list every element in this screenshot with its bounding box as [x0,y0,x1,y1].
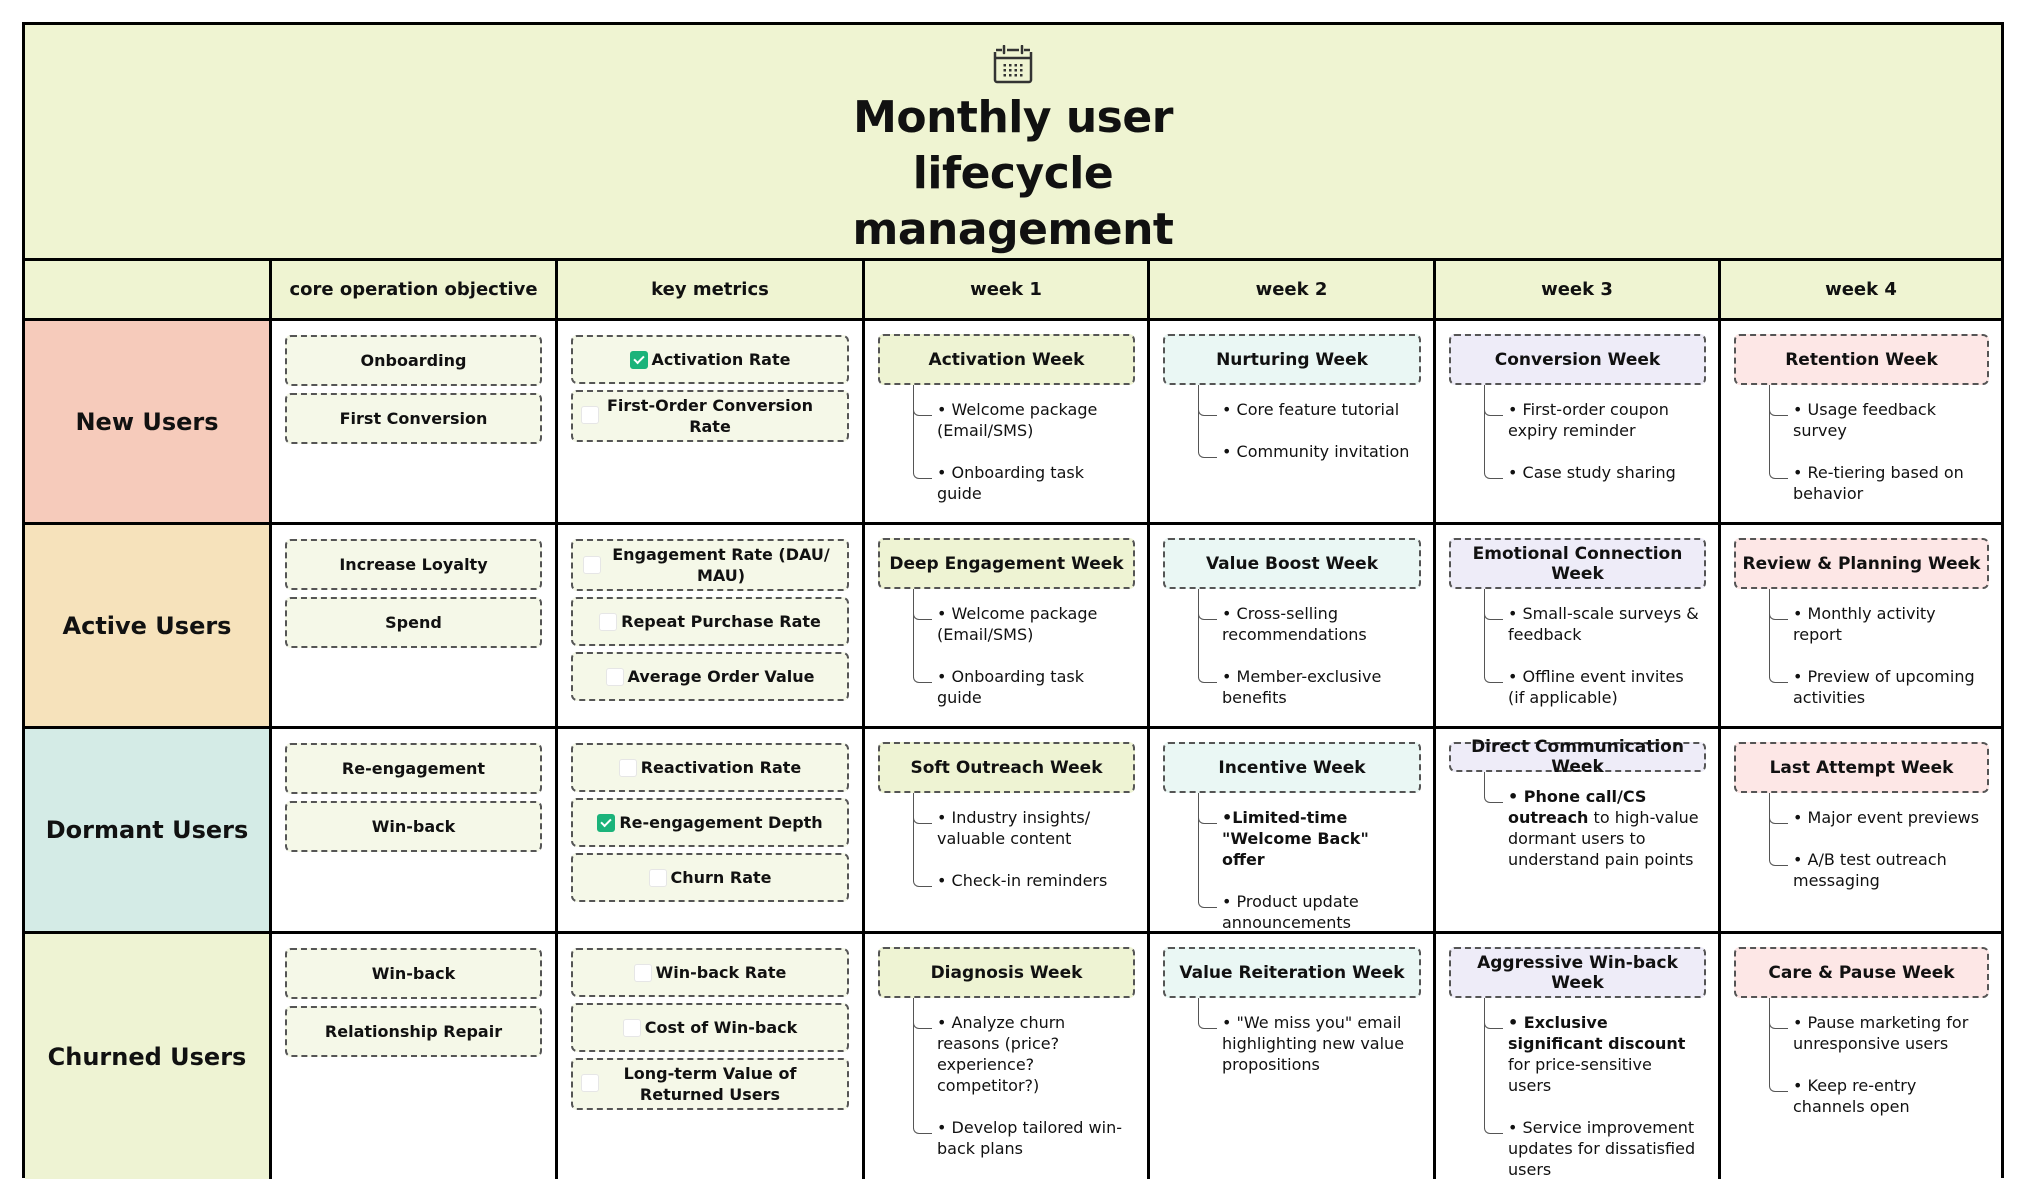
connector-line [1198,385,1199,451]
action-item-text: for price-sensitive users [1508,1055,1652,1095]
action-item: • First-order coupon expiry reminder [1508,399,1706,441]
action-item: • Onboarding task guide [937,666,1135,708]
metric-label: Cost of Win-back [644,1018,798,1037]
action-list [1484,589,1706,708]
row-label-new-users [25,321,272,525]
connector-line [1769,385,1770,472]
week-cell-4 [1721,321,2001,525]
action-list [1484,998,1706,1180]
lifecycle-board [22,22,2004,1178]
checkbox-unchecked[interactable] [649,869,667,887]
action-item: • Major event previews [1793,807,1989,828]
objective-tag: Win-back [285,801,542,852]
connector-line [1198,793,1199,901]
action-item: • Member-exclusive benefits [1222,666,1421,708]
metric-label: Engagement Rate (DAU/ MAU) [612,545,830,585]
week-cell-3 [1436,525,1721,729]
week-theme-value-boost-week: Value Boost Week [1163,538,1421,589]
column-header-week-1: week 1 [865,261,1150,321]
connector-line [1769,998,1770,1085]
row-label-active-users [25,525,272,729]
week-theme-soft-outreach-week: Soft Outreach Week [878,742,1135,793]
checkbox-unchecked[interactable] [583,556,601,574]
metric-label: Activation Rate [651,350,791,369]
checkbox-unchecked[interactable] [581,1074,599,1092]
objective-tag: Re-engagement [285,743,542,794]
action-item [1508,1117,1706,1180]
connector-line [913,793,914,880]
metric-label: Re-engagement Depth [619,813,823,832]
objectives-cell [272,321,558,525]
week-cell-2 [1150,525,1436,729]
action-item-emphasis: • Phone call/CS outreach [1508,787,1647,827]
action-item: • Re-tiering based on behavior [1793,462,1989,504]
action-list [1769,998,1989,1117]
metric-label: Win-back Rate [655,963,787,982]
week-theme-last-attempt-week: Last Attempt Week [1734,742,1989,793]
metric-item[interactable] [571,652,849,701]
objective-tag: Win-back [285,948,542,999]
objective-tag: Relationship Repair [285,1006,542,1057]
checkbox-checked[interactable] [597,814,615,832]
action-item: • A/B test outreach messaging [1793,849,1989,891]
action-item: • Monthly activity report [1793,603,1989,645]
row-label-text: Dormant Users [45,816,249,844]
action-list [1198,589,1421,708]
action-item: • Core feature tutorial [1222,399,1421,420]
metric-label: First-Order Conversion Rate [606,396,814,436]
title-block [25,25,2001,261]
metrics-cell [558,729,865,934]
action-item: • "We miss you" email highlighting new value propositions [1222,1012,1421,1075]
connector-line [1769,589,1770,676]
metric-item[interactable] [571,798,849,847]
action-list [913,998,1135,1159]
action-item-emphasis: • Exclusive significant discount [1508,1013,1686,1053]
action-list [1769,385,1989,504]
metric-label: Repeat Purchase Rate [621,612,821,631]
metric-item[interactable] [571,743,849,792]
action-item: • Preview of upcoming activities [1793,666,1989,708]
connector-line [1769,793,1770,859]
action-item-text: to high-value dormant users to understand pain points [1508,808,1699,869]
metric-item[interactable] [571,539,849,591]
action-item-text: • Service improvement updates for dissatisfied users [1508,1118,1696,1179]
metric-label: Average Order Value [627,667,815,686]
metric-label: Churn Rate [670,868,772,887]
week-theme-incentive-week: Incentive Week [1163,742,1421,793]
row-label-churned-users [25,934,272,1179]
week-theme-value-reiteration-week: Value Reiteration Week [1163,947,1421,998]
objective-tag: First Conversion [285,393,542,444]
lifecycle-table [25,261,2001,1179]
week-cell-2 [1150,934,1436,1179]
action-item-emphasis: •Limited-time "Welcome Back" offer [1222,808,1369,869]
objective-tag: Onboarding [285,335,542,386]
checkbox-unchecked[interactable] [581,406,599,424]
action-item: • Welcome package (Email/SMS) [937,603,1135,645]
checkbox-unchecked[interactable] [619,759,637,777]
week-cell-4 [1721,729,2001,934]
week-theme-direct-communication-week: Direct Communication Week [1449,742,1706,772]
column-header-week-3: week 3 [1436,261,1721,321]
connector-line [1484,589,1485,676]
column-header-week-4: week 4 [1721,261,2001,321]
checkbox-unchecked[interactable] [634,964,652,982]
action-item: • Check-in reminders [937,870,1135,891]
metric-item[interactable] [571,390,849,442]
action-item [1222,807,1421,870]
action-item: • Offline event invites (if applicable) [1508,666,1706,708]
objectives-cell [272,525,558,729]
week-theme-activation-week: Activation Week [878,334,1135,385]
metric-item[interactable] [571,948,849,997]
week-theme-emotional-connection-week: Emotional Connection Week [1449,538,1706,589]
connector-line [1484,385,1485,472]
column-header-core-operation-objective: core operation objective [272,261,558,321]
action-list [913,793,1135,891]
week-cell-3 [1436,934,1721,1179]
week-theme-review-planning-week: Review & Planning Week [1734,538,1989,589]
week-cell-2 [1150,321,1436,525]
action-item: • Pause marketing for unresponsive users [1793,1012,1989,1054]
action-item [1508,1012,1706,1096]
connector-line [913,589,914,676]
checkbox-unchecked[interactable] [606,668,624,686]
connector-line [913,385,914,472]
checkbox-unchecked[interactable] [623,1019,641,1037]
metric-item[interactable] [571,597,849,646]
metric-item[interactable] [571,853,849,902]
objectives-cell [272,729,558,934]
action-item [1222,891,1421,933]
checkbox-checked[interactable] [630,351,648,369]
action-item [1508,786,1706,870]
metrics-cell [558,525,865,729]
metric-item[interactable] [571,335,849,384]
action-list [1769,589,1989,708]
column-header-key-metrics: key metrics [558,261,865,321]
action-list [1484,772,1706,870]
week-cell-3 [1436,321,1721,525]
checkbox-unchecked[interactable] [599,613,617,631]
action-list [1484,385,1706,483]
row-label-text: New Users [75,407,219,436]
action-item-text: • Product update announcements [1222,892,1359,932]
action-item: • Develop tailored win-back plans [937,1117,1135,1159]
objectives-cell [272,934,558,1179]
objective-tag: Increase Loyalty [285,539,542,590]
row-label-dormant-users [25,729,272,934]
action-list [1198,998,1421,1075]
week-cell-4 [1721,934,2001,1179]
action-item: • Analyze churn reasons (price? experience? competitor?) [937,1012,1135,1096]
action-item: • Case study sharing [1508,462,1706,483]
calendar-icon [973,45,1053,84]
action-list [1198,793,1421,933]
column-header-week-2: week 2 [1150,261,1436,321]
action-item: • Keep re-entry channels open [1793,1075,1989,1117]
metric-item[interactable] [571,1003,849,1052]
objective-tag: Spend [285,597,542,648]
connector-line [1198,589,1199,676]
row-label-text: Active Users [62,611,232,640]
week-cell-1 [865,525,1150,729]
action-item: • Industry insights/ valuable content [937,807,1135,849]
week-theme-aggressive-win-back-week: Aggressive Win-back Week [1449,947,1706,998]
week-theme-conversion-week: Conversion Week [1449,334,1706,385]
week-cell-2 [1150,729,1436,934]
week-cell-1 [865,934,1150,1179]
metrics-cell [558,934,865,1179]
page-title: Monthly user lifecycle management [852,92,1174,255]
metrics-cell [558,321,865,525]
action-item: • Onboarding task guide [937,462,1135,504]
action-item: • Cross-selling recommendations [1222,603,1421,645]
week-cell-3 [1436,729,1721,934]
week-cell-1 [865,729,1150,934]
week-theme-deep-engagement-week: Deep Engagement Week [878,538,1135,589]
action-list [913,385,1135,504]
action-item: • Small-scale surveys & feedback [1508,603,1706,645]
metric-label: Reactivation Rate [640,758,802,777]
week-theme-diagnosis-week: Diagnosis Week [878,947,1135,998]
action-item: • Community invitation [1222,441,1421,462]
header-corner [25,261,272,321]
week-cell-4 [1721,525,2001,729]
action-list [1769,793,1989,891]
action-item: • Usage feedback survey [1793,399,1989,441]
metric-label: Long-term Value of Returned Users [623,1064,797,1104]
week-theme-retention-week: Retention Week [1734,334,1989,385]
action-list [1198,385,1421,462]
action-item: • Welcome package (Email/SMS) [937,399,1135,441]
action-list [913,589,1135,708]
week-theme-care-pause-week: Care & Pause Week [1734,947,1989,998]
week-cell-1 [865,321,1150,525]
row-label-text: Churned Users [47,1042,247,1071]
week-theme-nurturing-week: Nurturing Week [1163,334,1421,385]
metric-item[interactable] [571,1058,849,1110]
